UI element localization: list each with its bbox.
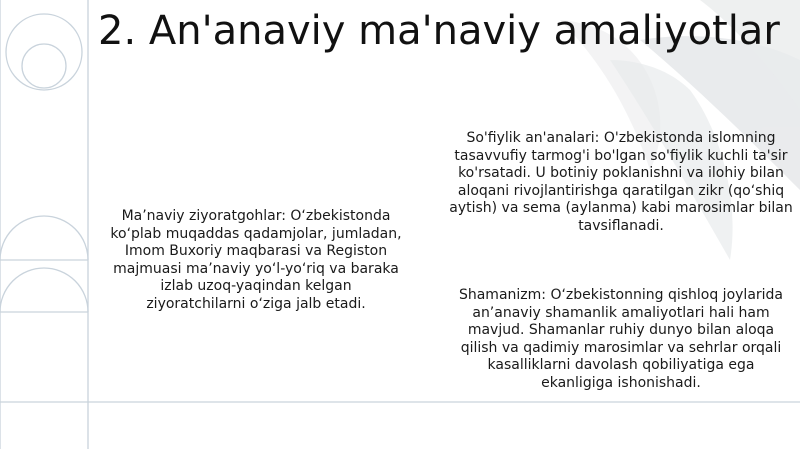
ornament-circle-top-small <box>22 44 66 88</box>
text-block-spiritual-sites: Ma’naviy ziyoratgohlar: O‘zbekistonda ko‘plab muqaddas qadamjolar, jumladan, Imom Buxoriy maqbarasi va Registon majmuasi ma’naviy yo‘l-yo‘riq va baraka izlab uzoq-yaqindan kelgan ziyoratchilarni o‘ziga jalb etadi. <box>110 208 402 312</box>
ornament-circle-top-large <box>6 14 82 90</box>
slide-title: 2. An'anaviy ma'naviy amaliyotlar <box>98 8 780 54</box>
ornament-arch-upper <box>0 216 88 260</box>
text-block-sufi-traditions: So'fiylik an'analari: O'zbekistonda islomning tasavvufiy tarmog'i bo'lgan so'fiylik kuchli ta'sir ko'rsatadi. U botiniy poklanishni va ilohiy bilan aloqani rivojlantirishga qaratilgan zikr (qo‘shiq aytish) va sema (aylanma) kabi marosimlar bilan tavsiflanadi. <box>449 130 793 234</box>
ornament-arch-lower <box>0 268 88 312</box>
text-block-shamanism: Shamanizm: O‘zbekistonning qishloq joylarida an’anaviy shamanlik amaliyotlari hali ham mavjud. Shamanlar ruhiy dunyo bilan aloqa qilish va qadimiy marosimlar va sehrlar orqali kasalliklarni davolash qobiliyatiga ega ekanligiga ishonishadi. <box>458 287 784 391</box>
